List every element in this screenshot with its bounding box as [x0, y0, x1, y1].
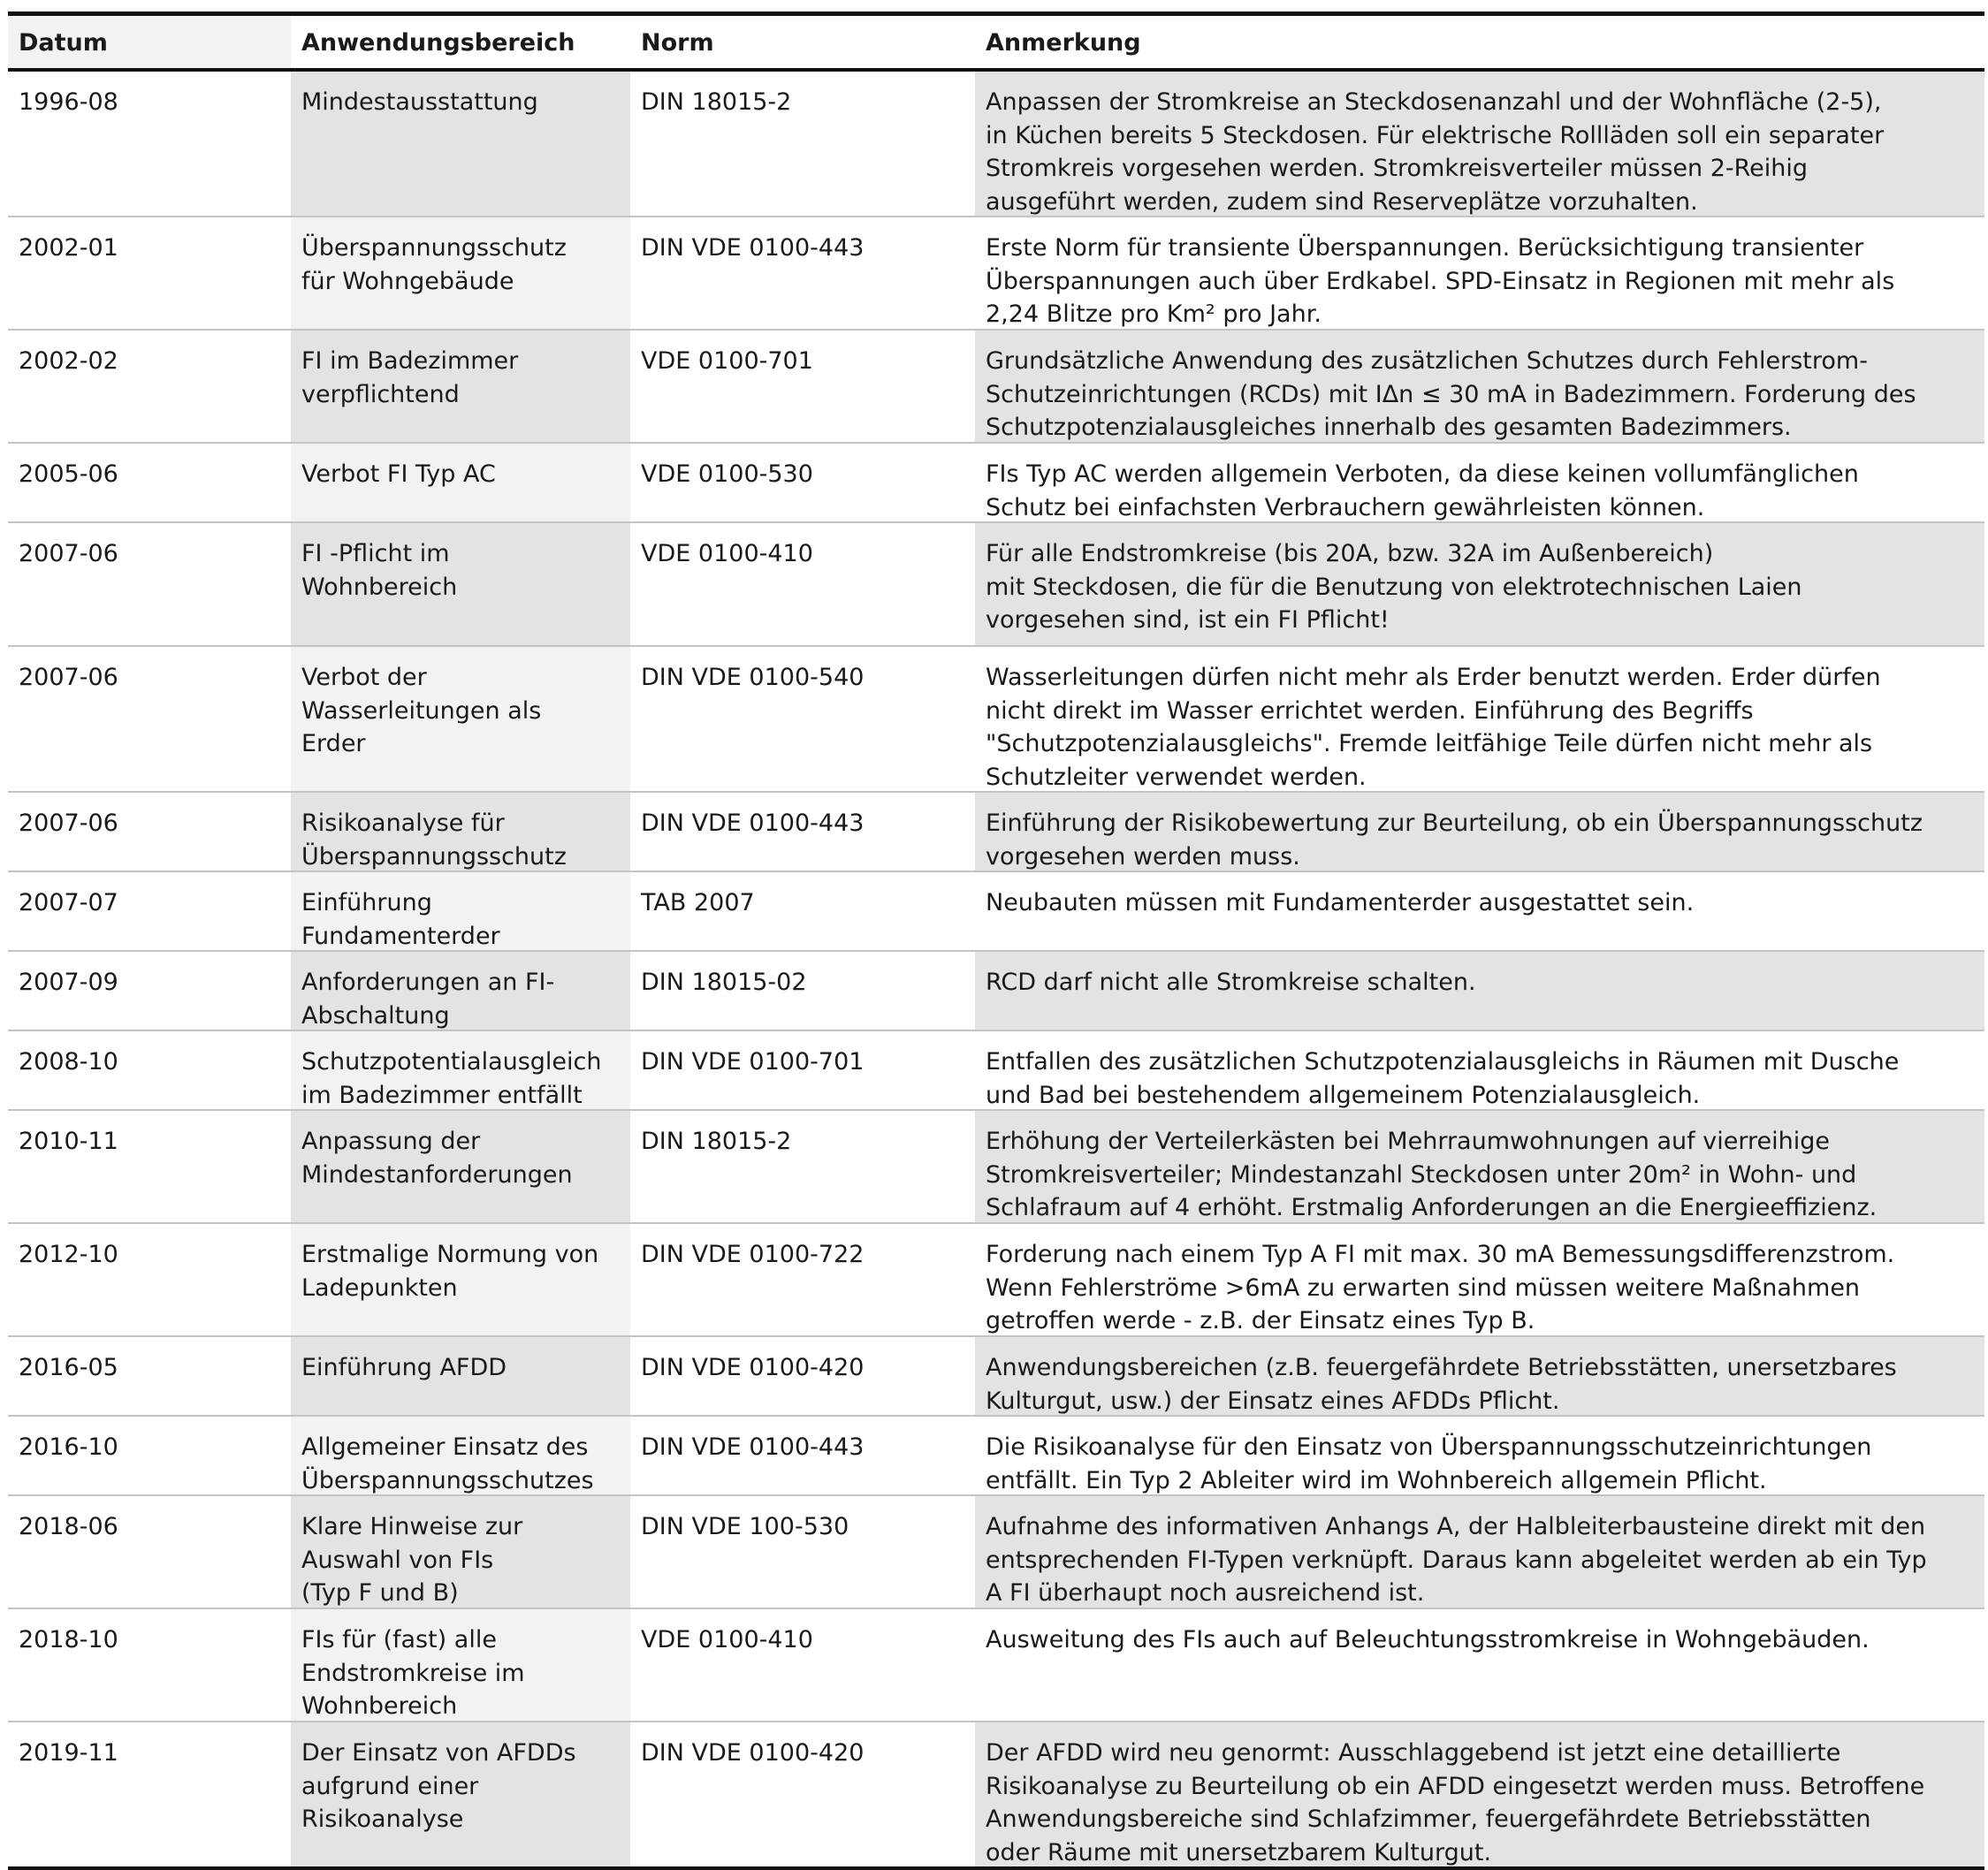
cell-anmerkung: Grundsätzliche Anwendung des zusätzlichen Schutzes durch Fehlerstrom- Schutzeinrichtungen (RCDs) mit IΔn ≤ 30 mA in Badezimmern. Forderung des Schutzpotenzialausgleiches innerhalb des gesamten Badezimmers.	[975, 331, 1984, 442]
cell-datum: 2007-06	[19, 664, 118, 691]
cell-anmerkung: Erhöhung der Verteilerkästen bei Mehrraumwohnungen auf vierreihige Stromkreisverteiler; Mindestanzahl Steckdosen unter 20m² in Wohn- und Schlafraum auf 4 erhöht. Erstmalig Anforderungen an die Energieeffizienz.	[975, 1111, 1984, 1222]
cell-anmerkung: Aufnahme des informativen Anhangs A, der Halbleiterbausteine direkt mit den entsprechenden FI-Typen verknüpft. Daraus kann abgeleitet werden ab ein Typ A FI überhaupt noch ausreichend ist.	[975, 1496, 1984, 1608]
cell-norm: DIN 18015-2	[641, 88, 792, 116]
cell-anwendungsbereich: Risikoanalyse für Überspannungsschutz	[291, 793, 630, 870]
cell-datum: 2019-11	[19, 1739, 118, 1767]
cell-datum: 2012-10	[19, 1241, 118, 1268]
header-norm: Norm	[630, 16, 975, 68]
cell-anmerkung: Für alle Endstromkreise (bis 20A, bzw. 32A im Außenbereich) mit Steckdosen, die für die Benutzung von elektrotechnischen Laien vorgesehen sind, ist ein FI Pflicht!	[975, 523, 1984, 645]
cell-anwendungsbereich: FI im Badezimmer verpflichtend	[291, 331, 630, 442]
cell-anwendungsbereich: Schutzpotentialausgleich im Badezimmer entfällt	[291, 1031, 630, 1109]
cell-anwendungsbereich: Anpassung der Mindestanforderungen	[291, 1111, 630, 1222]
table-row	[8, 523, 1984, 647]
cell-datum: 2007-06	[19, 810, 118, 837]
cell-anwendungsbereich: Mindestausstattung	[291, 72, 630, 216]
cell-norm: DIN VDE 0100-443	[641, 810, 865, 837]
cell-anwendungsbereich: Verbot FI Typ AC	[291, 444, 630, 521]
cell-anwendungsbereich: Allgemeiner Einsatz des Überspannungsschutzes	[291, 1417, 630, 1494]
table-row	[8, 1337, 1984, 1417]
table-row	[8, 444, 1984, 523]
header-anmerkung: Anmerkung	[975, 16, 1984, 68]
cell-anwendungsbereich: Einführung Fundamenterder	[291, 872, 630, 950]
header-datum: Datum	[8, 16, 291, 68]
cell-anmerkung: Wasserleitungen dürfen nicht mehr als Erder benutzt werden. Erder dürfen nicht direkt im Wasser errichtet werden. Einführung des Begriffs "Schutzpotenzialausgleichs". Fremde leitfähige Teile dürfen nicht mehr als Schutzleiter verwendet werden.	[975, 647, 1984, 791]
cell-anwendungsbereich: Überspannungsschutz für Wohngebäude	[291, 217, 630, 329]
cell-norm: DIN VDE 0100-443	[641, 234, 865, 262]
cell-norm: DIN VDE 0100-443	[641, 1433, 865, 1461]
cell-anwendungsbereich: Einführung AFDD	[291, 1337, 630, 1415]
cell-datum: 2008-10	[19, 1048, 118, 1076]
cell-norm: DIN VDE 0100-722	[641, 1241, 865, 1268]
cell-anmerkung: Anpassen der Stromkreise an Steckdosenanzahl und der Wohnfläche (2-5), in Küchen bereits 5 Steckdosen. Für elektrische Rollläden soll ein separater Stromkreis vorgesehen werden. Stromkreisverteiler müssen 2-Reihig ausgeführt werden, zudem sind Reserveplätze vorzuhalten.	[975, 72, 1984, 216]
table-row	[8, 1722, 1984, 1870]
cell-datum: 2007-07	[19, 889, 118, 916]
table-header-row	[8, 16, 1984, 72]
cell-norm: DIN VDE 0100-420	[641, 1739, 865, 1767]
cell-datum: 2016-05	[19, 1354, 118, 1381]
cell-anwendungsbereich: Der Einsatz von AFDDs aufgrund einer Risikoanalyse	[291, 1722, 630, 1866]
cell-anmerkung: Einführung der Risikobewertung zur Beurteilung, ob ein Überspannungsschutz vorgesehen werden muss.	[975, 793, 1984, 870]
cell-datum: 2007-09	[19, 969, 118, 996]
table-row	[8, 647, 1984, 793]
cell-norm: DIN VDE 0100-540	[641, 664, 865, 691]
cell-anwendungsbereich: FI -Pflicht im Wohnbereich	[291, 523, 630, 645]
standards-table	[8, 11, 1984, 1870]
cell-datum: 2016-10	[19, 1433, 118, 1461]
cell-norm: DIN 18015-02	[641, 969, 807, 996]
table-body	[8, 72, 1984, 1870]
table-row	[8, 1031, 1984, 1111]
cell-norm: VDE 0100-410	[641, 1626, 813, 1653]
cell-anmerkung: Erste Norm für transiente Überspannungen. Berücksichtigung transienter Überspannungen auch über Erdkabel. SPD-Einsatz in Regionen mit mehr als 2,24 Blitze pro Km² pro Jahr.	[975, 217, 1984, 329]
cell-norm: VDE 0100-410	[641, 540, 813, 567]
cell-anmerkung: Entfallen des zusätzlichen Schutzpotenzialausgleichs in Räumen mit Dusche und Bad bei bestehendem allgemeinem Potenzialausgleich.	[975, 1031, 1984, 1109]
table-row	[8, 1609, 1984, 1722]
table-row	[8, 793, 1984, 872]
cell-anmerkung: Der AFDD wird neu genormt: Ausschlaggebend ist jetzt eine detaillierte Risikoanalyse zu Beurteilung ob ein AFDD eingesetzt werden muss. Betroffene Anwendungsbereiche sind Schlafzimmer, feuergefährdete Betriebsstätten oder Räume mit unersetzbarem Kulturgut.	[975, 1722, 1984, 1866]
cell-anmerkung: RCD darf nicht alle Stromkreise schalten.	[975, 952, 1984, 1030]
table-row	[8, 217, 1984, 331]
cell-anmerkung: Ausweitung des FIs auch auf Beleuchtungsstromkreise in Wohngebäuden.	[975, 1609, 1984, 1721]
cell-anwendungsbereich: FIs für (fast) alle Endstromkreise im Wohnbereich	[291, 1609, 630, 1721]
cell-norm: DIN 18015-2	[641, 1128, 792, 1155]
cell-norm: DIN VDE 100-530	[641, 1513, 849, 1540]
cell-datum: 2002-01	[19, 234, 118, 262]
cell-norm: VDE 0100-530	[641, 460, 813, 488]
table-row	[8, 1496, 1984, 1609]
table-row	[8, 1111, 1984, 1224]
cell-norm: VDE 0100-701	[641, 347, 813, 375]
cell-datum: 2007-06	[19, 540, 118, 567]
cell-anmerkung: Anwendungsbereichen (z.B. feuergefährdete Betriebsstätten, unersetzbares Kulturgut, usw.) der Einsatz eines AFDDs Pflicht.	[975, 1337, 1984, 1415]
cell-datum: 2002-02	[19, 347, 118, 375]
table-row	[8, 952, 1984, 1031]
table-row	[8, 1224, 1984, 1337]
cell-anwendungsbereich: Klare Hinweise zur Auswahl von FIs (Typ F und B)	[291, 1496, 630, 1608]
cell-datum: 2018-06	[19, 1513, 118, 1540]
table-row	[8, 872, 1984, 952]
cell-datum: 2005-06	[19, 460, 118, 488]
cell-norm: DIN VDE 0100-420	[641, 1354, 865, 1381]
cell-anwendungsbereich: Erstmalige Normung von Ladepunkten	[291, 1224, 630, 1335]
cell-anmerkung: FIs Typ AC werden allgemein Verboten, da diese keinen vollumfänglichen Schutz bei einfachsten Verbrauchern gewährleisten können.	[975, 444, 1984, 521]
table-row	[8, 331, 1984, 444]
cell-anmerkung: Forderung nach einem Typ A FI mit max. 30 mA Bemessungsdifferenzstrom. Wenn Fehlerströme >6mA zu erwarten sind müssen weitere Maßnahmen getroffen werde - z.B. der Einsatz eines Typ B.	[975, 1224, 1984, 1335]
cell-norm: DIN VDE 0100-701	[641, 1048, 865, 1076]
cell-anmerkung: Die Risikoanalyse für den Einsatz von Überspannungsschutzeinrichtungen entfällt. Ein Typ 2 Ableiter wird im Wohnbereich allgemein Pflicht.	[975, 1417, 1984, 1494]
cell-anwendungsbereich: Verbot der Wasserleitungen als Erder	[291, 647, 630, 791]
cell-norm: TAB 2007	[641, 889, 755, 916]
cell-datum: 2010-11	[19, 1128, 118, 1155]
cell-datum: 1996-08	[19, 88, 118, 116]
cell-anmerkung: Neubauten müssen mit Fundamenterder ausgestattet sein.	[975, 872, 1984, 950]
cell-datum: 2018-10	[19, 1626, 118, 1653]
header-anwendungsbereich: Anwendungsbereich	[291, 16, 630, 68]
cell-anwendungsbereich: Anforderungen an FI- Abschaltung	[291, 952, 630, 1030]
table-row	[8, 72, 1984, 217]
table-row	[8, 1417, 1984, 1496]
